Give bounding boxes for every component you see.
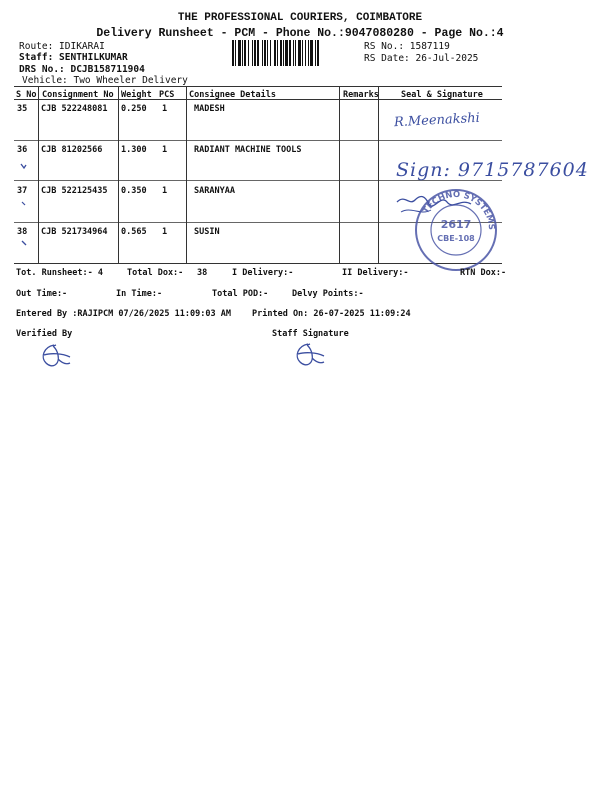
barcode-bar (295, 40, 296, 66)
row-sno: 37 (17, 186, 28, 196)
total-pod-label: Total POD:- (212, 289, 269, 299)
column-divider (118, 87, 119, 263)
barcode-bar (315, 40, 316, 66)
ii-delivery-label: II Delivery:- (342, 268, 409, 278)
verified-by-signature (36, 341, 72, 369)
printed-on: Printed On: 26-07-2025 11:09:24 (252, 309, 411, 319)
pen-mark (21, 240, 31, 250)
row-consignee: SARANYAA (194, 186, 235, 196)
row-sno: 35 (17, 104, 28, 114)
row-weight: 0.250 (121, 104, 147, 114)
entered-by: Entered By :RAJIPCM 07/26/2025 11:09:03 AM (16, 309, 231, 319)
barcode-bar (242, 40, 243, 66)
barcode-bar (270, 40, 271, 66)
barcode-bar (262, 40, 263, 66)
company-title: THE PROFESSIONAL COURIERS, COIMBATORE (177, 12, 423, 24)
barcode-bar (252, 40, 253, 66)
barcode-bar (277, 40, 278, 66)
barcode-bar (235, 40, 236, 66)
in-time-label: In Time:- (116, 289, 163, 299)
barcode-bar (280, 40, 282, 66)
column-divider (38, 87, 39, 263)
col-header-seal: Seal & Signature (401, 90, 483, 100)
barcode-bar (238, 40, 241, 66)
barcode-bar (317, 40, 319, 66)
barcode-bar (254, 40, 256, 66)
stamp-ring-text: TECHNO SYSTEMS (421, 189, 497, 231)
barcode-bar (289, 40, 291, 66)
col-header-consignee: Consignee Details (189, 90, 276, 100)
row-pcs: 1 (162, 104, 168, 114)
barcode-bar (274, 40, 276, 66)
table-top-border (14, 86, 502, 87)
barcode-bar (305, 40, 306, 66)
handwritten-signature-row35: R.Meenakshi (393, 110, 481, 131)
row-consignment: CJB 522248081 (41, 104, 108, 114)
barcode-bar (244, 40, 246, 66)
row-consignee: RADIANT MACHINE TOOLS (194, 145, 302, 155)
drs-number: DRS No.: DCJB158711904 (19, 64, 145, 75)
total-dox-value: 38 (197, 268, 208, 278)
stamp-code: CBE-108 (437, 234, 475, 243)
delvy-points-label: Delvy Points:- (292, 289, 364, 299)
barcode-bar (308, 40, 309, 66)
row-weight: 0.565 (121, 227, 147, 237)
i-delivery-label: I Delivery:- (232, 268, 294, 278)
col-header-sno: S No (16, 90, 37, 100)
column-divider (339, 87, 340, 263)
row-consignment: CJB 522125435 (41, 186, 108, 196)
row-weight: 1.300 (121, 145, 147, 155)
verified-by-label: Verified By (16, 329, 73, 339)
staff-signature-mark (290, 340, 326, 368)
pen-mark (21, 201, 31, 211)
row-consignment: CJB 521734964 (41, 227, 108, 237)
col-header-remarks: Remarks (343, 90, 379, 100)
total-dox-label: Total Dox:- (127, 268, 184, 278)
out-time-label: Out Time:- (16, 289, 68, 299)
rs-number: RS No.: 1587119 (364, 41, 450, 52)
col-header-consignment: Consignment No (42, 90, 114, 100)
company-stamp (411, 185, 501, 275)
row-consignee: MADESH (194, 104, 225, 114)
column-divider (378, 87, 379, 263)
row-pcs: 1 (162, 145, 168, 155)
row-consignment: CJB 81202566 (41, 145, 103, 155)
row-pcs: 1 (162, 227, 168, 237)
rs-date: RS Date: 26-Jul-2025 (364, 53, 479, 64)
barcode-bar (267, 40, 268, 66)
barcode-bar (302, 40, 303, 66)
row-sno: 36 (17, 145, 28, 155)
stamp-number: 2617 (440, 218, 472, 231)
vehicle-label: Vehicle: Two Wheeler Delivery (22, 75, 188, 86)
runsheet-title: Delivery Runsheet - PCM - Phone No.:9047080280 - Page No.:4 (96, 27, 504, 40)
barcode-bar (232, 40, 234, 66)
tot-runsheet: Tot. Runsheet:- 4 (16, 268, 103, 278)
barcode-bar (264, 40, 266, 66)
barcode-bar (293, 40, 294, 66)
barcode (232, 40, 358, 66)
row-weight: 0.350 (121, 186, 147, 196)
barcode-bar (310, 40, 313, 66)
barcode-bar (257, 40, 259, 66)
staff-signature-label: Staff Signature (272, 329, 349, 339)
rtn-dox-label: RTN Dox:- (460, 268, 507, 278)
column-divider (186, 87, 187, 263)
row-pcs: 1 (162, 186, 168, 196)
col-header-weight: Weight (121, 90, 152, 100)
row-divider (14, 140, 502, 141)
row-sno: 38 (17, 227, 28, 237)
barcode-bar (283, 40, 284, 66)
barcode-bar (285, 40, 288, 66)
barcode-bar (248, 40, 249, 66)
barcode-bar (298, 40, 301, 66)
pen-mark (20, 162, 30, 172)
route-label: Route: IDIKARAI (19, 41, 105, 52)
handwritten-signature-row36: Sign: 9715787604 (396, 159, 589, 181)
row-consignee: SUSIN (194, 227, 220, 237)
col-header-pcs: PCS (159, 90, 175, 100)
staff-label: Staff: SENTHILKUMAR (19, 52, 128, 63)
